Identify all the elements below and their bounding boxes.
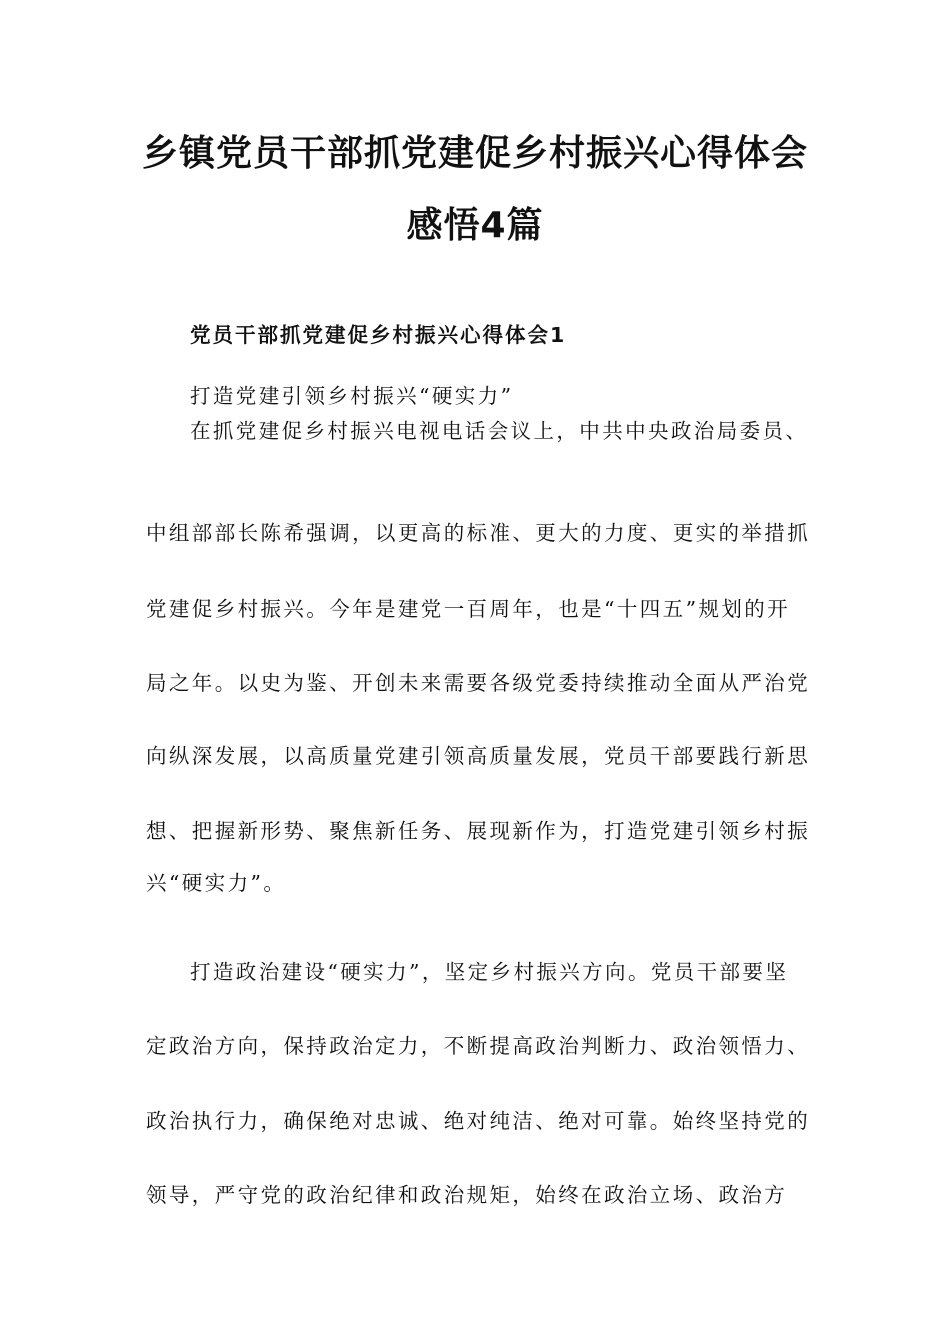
- paragraph-line: 在抓党建促乡村振兴电视电话会议上，中共中央政治局委员、: [190, 419, 809, 443]
- document-title-line-2: 感悟4篇: [406, 205, 544, 246]
- paragraph-line: 定政治方向，保持政治定力，不断提高政治判断力、政治领悟力、: [146, 1034, 811, 1058]
- paragraph-line: 想、把握新形势、聚焦新任务、展现新作为，打造党建引领乡村振: [146, 819, 811, 843]
- paragraph-line: 领导，严守党的政治纪律和政治规矩，始终在政治立场、政治方: [146, 1183, 788, 1207]
- paragraph-line: 向纵深发展，以高质量党建引领高质量发展，党员干部要践行新思: [146, 744, 811, 768]
- paragraph-line: 打造政治建设“硬实力”，坚定乡村振兴方向。党员干部要坚: [190, 960, 789, 984]
- paragraph-line: 政治执行力，确保绝对忠诚、绝对纯洁、绝对可靠。始终坚持党的: [146, 1109, 811, 1133]
- subheading: 打造党建引领乡村振兴“硬实力”: [190, 384, 514, 408]
- document-title-line-1: 乡镇党员干部抓党建促乡村振兴心得体会: [141, 133, 808, 174]
- paragraph-line: 兴“硬实力”。: [146, 871, 287, 895]
- paragraph-line: 局之年。以史为鉴、开创未来需要各级党委持续推动全面从严治党: [146, 671, 811, 695]
- paragraph-line: 党建促乡村振兴。今年是建党一百周年，也是“十四五”规划的开: [146, 597, 791, 621]
- paragraph-line: 中组部部长陈希强调，以更高的标准、更大的力度、更实的举措抓: [146, 521, 811, 545]
- section-heading: 党员干部抓党建促乡村振兴心得体会1: [190, 323, 567, 347]
